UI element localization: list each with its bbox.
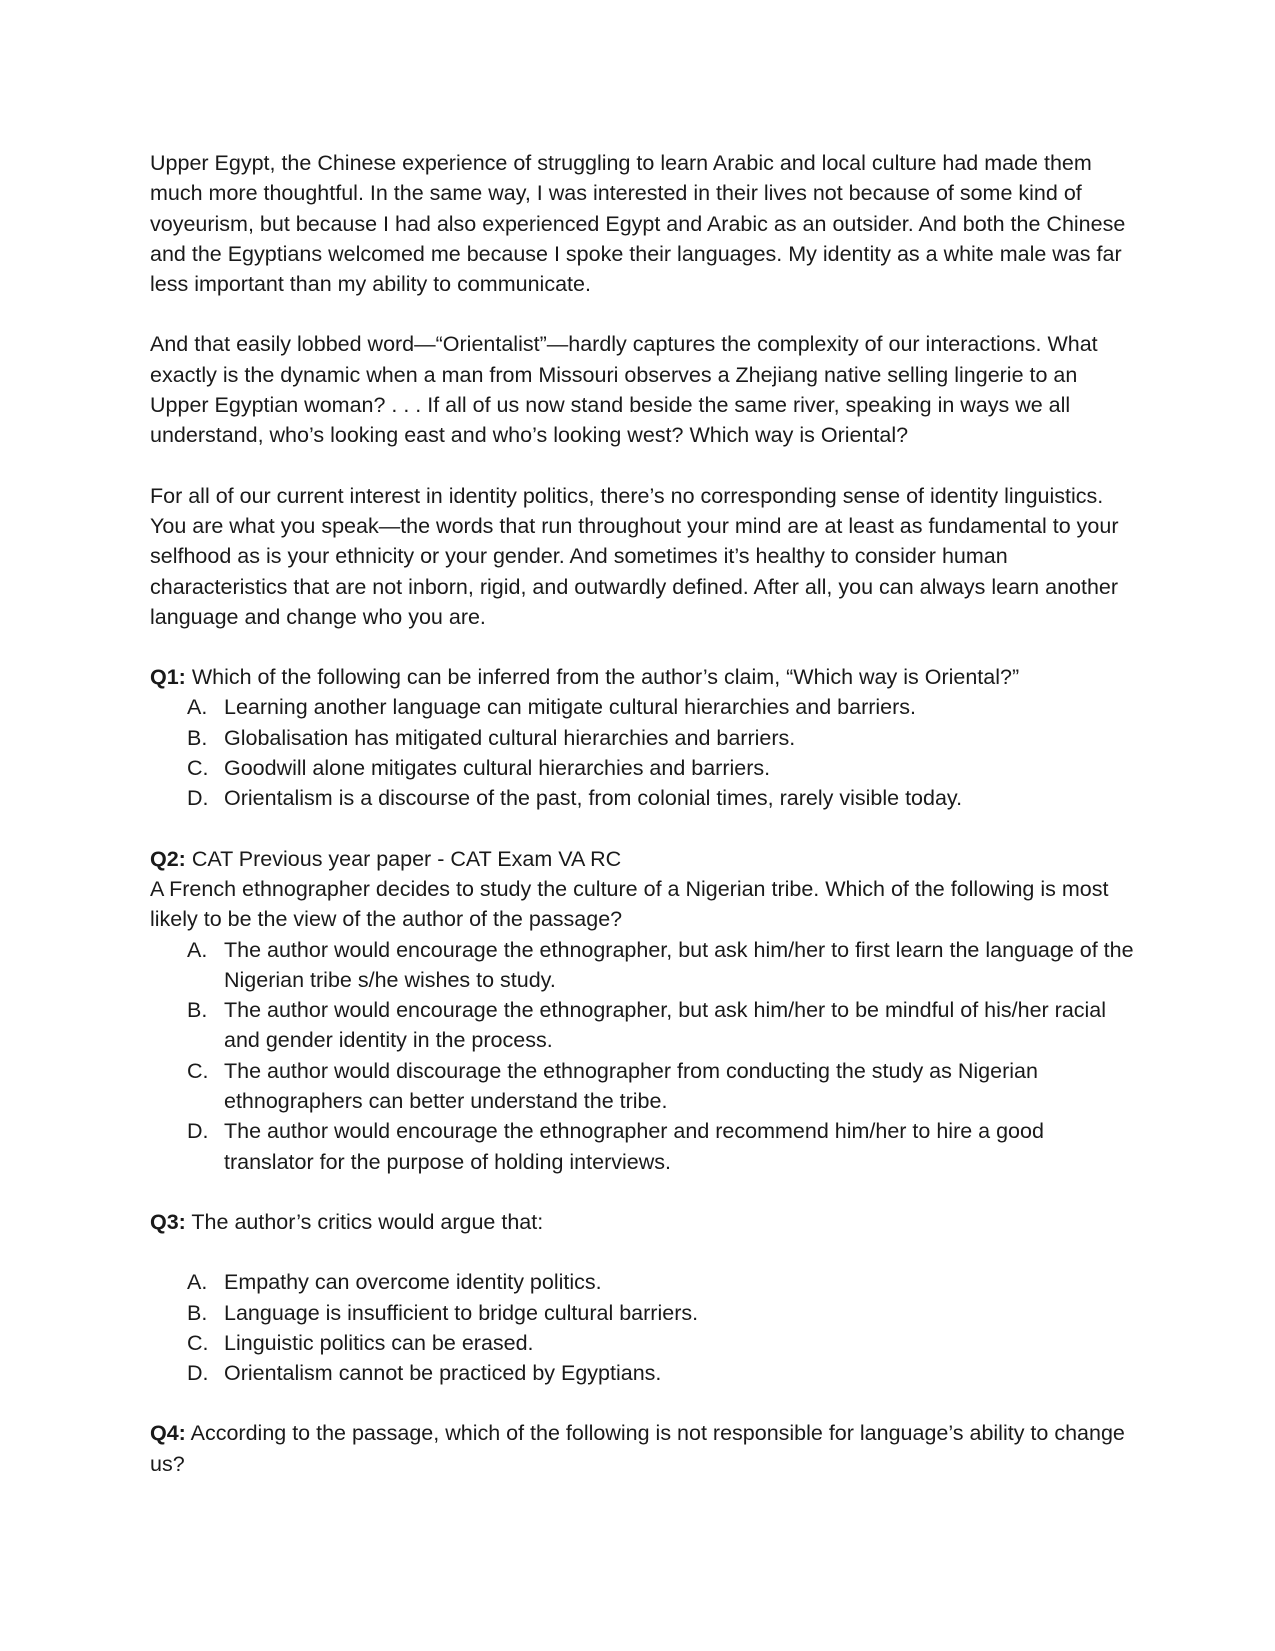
q3-option-d [187,1358,1135,1388]
question-2 [150,844,1135,1177]
option-letter: B. [187,1300,208,1325]
option-text: The author would discourage the ethnographer from conducting the study as Nigerian ethnographers can better understand the tribe. [224,1058,1038,1114]
q1-option-d [187,783,1135,813]
question-3-text: The author’s critics would argue that: [185,1209,544,1234]
passage-paragraph-2: And that easily lobbed word—“Orientalist”—hardly captures the complexity of our interactions. What exactly is the dynamic when a man from Missouri observes a Zhejiang native selling lingerie to an Upper Egyptian woman? . . . If all of us now stand beside the same river, speaking in ways we all understand, who’s looking east and who’s looking west? Which way is Oriental? [150,332,1098,448]
option-text: The author would encourage the ethnographer and recommend him/her to hire a good translator for the purpose of holding interviews. [224,1119,1044,1174]
option-letter: C. [187,1330,209,1355]
question-2-label: Q2: [150,846,186,871]
option-text: The author would encourage the ethnographer, but ask him/her to be mindful of his/her racial and gender identity in the process. [224,998,1107,1053]
option-letter: D. [187,1361,209,1386]
q2-option-c [187,1056,1135,1117]
question-1-label: Q1: [150,665,186,690]
option-letter: C. [187,756,209,781]
option-letter: B. [187,998,208,1023]
question-4 [150,1418,1135,1479]
option-text: Learning another language can mitigate cultural hierarchies and barriers. [224,695,916,720]
passage-paragraph-3: For all of our current interest in identity politics, there’s no corresponding sense of identity linguistics. You are what you speak—the words that run throughout your mind are at least as fundamental to your selfhood as is your ethnicity or your gender. And sometimes it’s healthy to consider human characteristics that are not inborn, rigid, and outwardly defined. After all, you can always learn another language and change who you are. [150,483,1119,629]
question-1 [150,662,1135,813]
blank-line [150,1237,1135,1267]
option-text: Language is insufficient to bridge cultural barriers. [224,1300,699,1325]
option-text: Empathy can overcome identity politics. [224,1270,602,1295]
question-3 [150,1207,1135,1388]
document-page [150,148,1135,1509]
question-2-prompt: A French ethnographer decides to study the culture of a Nigerian tribe. Which of the following is most likely to be the view of the author of the passage? [150,876,1109,932]
option-letter: D. [187,1119,209,1144]
q2-option-b [187,995,1135,1056]
question-1-options [150,692,1135,813]
option-text: Goodwill alone mitigates cultural hierarchies and barriers. [224,756,771,781]
q3-option-b [187,1298,1135,1328]
question-2-stem [150,844,1135,874]
question-1-text: Which of the following can be inferred from the author’s claim, “Which way is Oriental?” [185,665,1020,690]
q1-option-b [187,723,1135,753]
q1-option-c [187,753,1135,783]
question-4-text: According to the passage, which of the following is not responsible for language’s ability to change us? [150,1421,1125,1476]
q2-option-d [187,1116,1135,1177]
option-text: Linguistic politics can be erased. [224,1330,534,1355]
option-letter: D. [187,786,209,811]
question-3-options [150,1267,1135,1388]
option-letter: A. [187,695,208,720]
q2-option-a [187,935,1135,996]
q3-option-a [187,1267,1135,1297]
question-3-label: Q3: [150,1209,186,1234]
question-3-stem [150,1207,1135,1237]
question-2-options [150,935,1135,1177]
option-letter: A. [187,1270,208,1295]
option-text: Globalisation has mitigated cultural hierarchies and barriers. [224,725,796,750]
option-text: Orientalism cannot be practiced by Egyptians. [224,1361,662,1386]
option-text: The author would encourage the ethnographer, but ask him/her to first learn the language of the Nigerian tribe s/he wishes to study. [224,937,1134,992]
option-letter: A. [187,937,208,962]
q3-option-c [187,1328,1135,1358]
option-text: Orientalism is a discourse of the past, from colonial times, rarely visible today. [224,786,963,811]
question-1-stem [150,662,1135,692]
q1-option-a [187,692,1135,722]
option-letter: B. [187,725,208,750]
question-4-label: Q4: [150,1421,186,1446]
option-letter: C. [187,1058,209,1083]
question-4-stem [150,1418,1135,1479]
question-2-text: CAT Previous year paper - CAT Exam VA RC [185,846,622,871]
passage-paragraph-1: Upper Egypt, the Chinese experience of struggling to learn Arabic and local culture had made them much more thoughtful. In the same way, I was interested in their lives not because of some kind of voyeurism, but because I had also experienced Egypt and Arabic as an outsider. And both the Chinese and the Egyptians welcomed me because I spoke their languages. My identity as a white male was far less important than my ability to communicate. [150,151,1126,297]
